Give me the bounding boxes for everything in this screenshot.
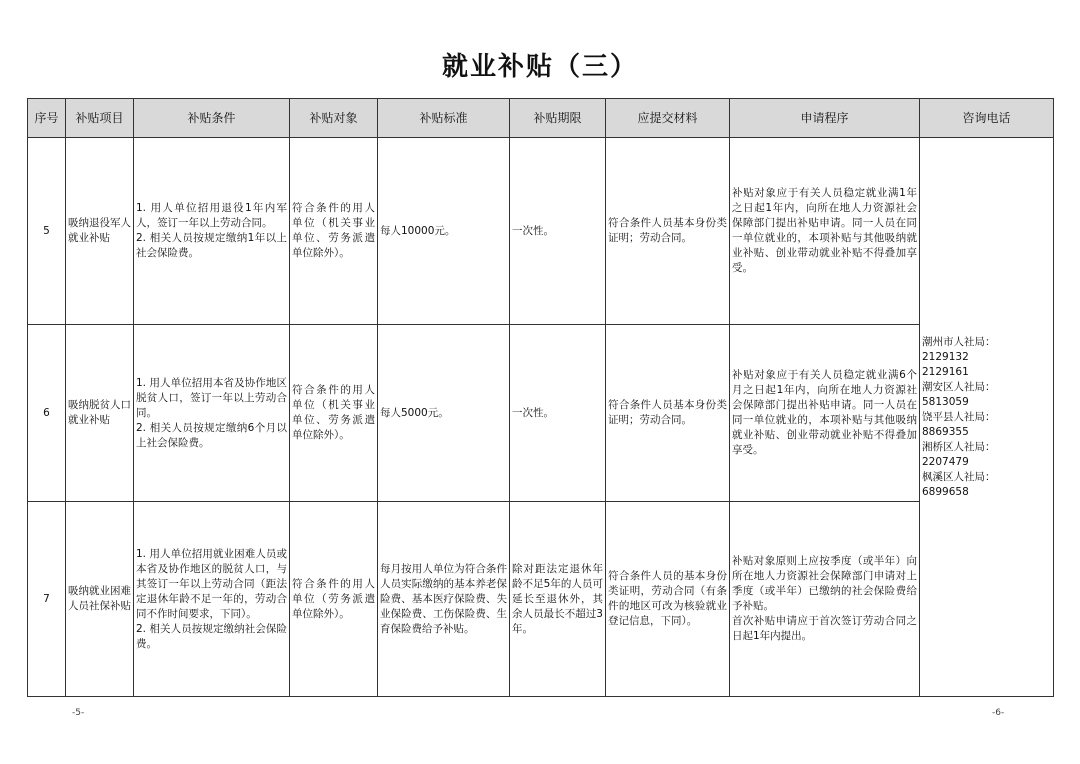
condition-line: 1. 用人单位招用本省及协作地区脱贫人口，签订一年以上劳动合同。 bbox=[136, 376, 287, 419]
procedure-line: 补贴对象原则上应按季度（或半年）向所在地人力资源社会保障部门申请对上季度（或半年）已缴纳的社会保险费给予补贴。 bbox=[732, 555, 917, 612]
table-row bbox=[28, 325, 1054, 502]
contact-line: 潮州市人社局： bbox=[922, 335, 996, 348]
row-item: 吸纳退役军人就业补贴 bbox=[66, 138, 134, 325]
condition-line: 2. 相关人员按规定缴纳社会保险费。 bbox=[136, 622, 287, 650]
row-standard: 每人10000元。 bbox=[378, 138, 510, 325]
header-materials: 应提交材料 bbox=[606, 99, 730, 138]
header-no: 序号 bbox=[28, 99, 66, 138]
table-header-row bbox=[28, 99, 1054, 138]
condition-line: 1. 用人单位招用就业困难人员或本省及协作地区的脱贫人口，与其签订一年以上劳动合同（距法定退休年龄不足一年的，劳动合同不作时间要求，下同）。 bbox=[136, 547, 287, 620]
condition-line: 2. 相关人员按规定缴纳1年以上社会保险费。 bbox=[136, 232, 287, 259]
contact-line: 8869355 bbox=[922, 425, 969, 438]
contact-line: 2129132 bbox=[922, 350, 969, 363]
procedure-line: 首次补贴申请应于首次签订劳动合同之日起1年内提出。 bbox=[732, 615, 917, 642]
row-period: 一次性。 bbox=[510, 138, 606, 325]
contact-line: 湘桥区人社局： bbox=[922, 440, 996, 453]
condition-line: 1. 用人单位招用退役1年内军人，签订一年以上劳动合同。 bbox=[136, 202, 287, 229]
header-procedure: 申请程序 bbox=[730, 99, 920, 138]
subsidy-table bbox=[27, 98, 1054, 697]
contact-line: 5813059 bbox=[922, 395, 969, 408]
header-conditions: 补贴条件 bbox=[134, 99, 290, 138]
header-item: 补贴项目 bbox=[66, 99, 134, 138]
row-target: 符合条件的用人单位（劳务派遣单位除外）。 bbox=[290, 502, 378, 697]
contact-phones bbox=[920, 138, 1054, 697]
contact-line: 6899658 bbox=[922, 485, 969, 498]
row-procedure bbox=[730, 502, 920, 697]
contact-line: 2207479 bbox=[922, 455, 969, 468]
row-materials: 符合条件人员基本身份类证明；劳动合同。 bbox=[606, 138, 730, 325]
contact-line: 枫溪区人社局： bbox=[922, 470, 996, 483]
row-standard: 每月按用人单位为符合条件人员实际缴纳的基本养老保险费、基本医疗保险费、失业保险费、工伤保险费、生育保险费给予补贴。 bbox=[378, 502, 510, 697]
row-conditions bbox=[134, 138, 290, 325]
page-number-right: -6- bbox=[992, 708, 1005, 718]
contact-line: 潮安区人社局： bbox=[922, 380, 996, 393]
row-no: 7 bbox=[28, 502, 66, 697]
row-conditions bbox=[134, 502, 290, 697]
row-item: 吸纳脱贫人口就业补贴 bbox=[66, 325, 134, 502]
row-materials: 符合条件人员基本身份类证明；劳动合同。 bbox=[606, 325, 730, 502]
row-no: 6 bbox=[28, 325, 66, 502]
header-phone: 咨询电话 bbox=[920, 99, 1054, 138]
header-standard: 补贴标准 bbox=[378, 99, 510, 138]
row-target: 符合条件的用人单位（机关事业单位、劳务派遣单位除外）。 bbox=[290, 325, 378, 502]
header-target: 补贴对象 bbox=[290, 99, 378, 138]
contact-line: 饶平县人社局： bbox=[922, 410, 996, 423]
row-conditions bbox=[134, 325, 290, 502]
row-period: 除对距法定退休年龄不足5年的人员可延长至退休外，其余人员最长不超过3年。 bbox=[510, 502, 606, 697]
row-item: 吸纳就业困难人员社保补贴 bbox=[66, 502, 134, 697]
condition-line: 2. 相关人员按规定缴纳6个月以上社会保险费。 bbox=[136, 421, 287, 449]
contact-line: 2129161 bbox=[922, 365, 969, 378]
page-title: 就业补贴（三） bbox=[441, 52, 638, 82]
row-target: 符合条件的用人单位（机关事业单位、劳务派遣单位除外）。 bbox=[290, 138, 378, 325]
row-materials: 符合条件人员的基本身份类证明，劳动合同（有条件的地区可改为核验就业登记信息，下同）。 bbox=[606, 502, 730, 697]
row-procedure: 补贴对象应于有关人员稳定就业满6个月之日起1年内，向所在地人力资源社会保障部门提出补贴申请。同一人员在同一单位就业的，本项补贴与其他吸纳就业补贴、创业带动就业补贴不得叠加享受。 bbox=[730, 325, 920, 502]
row-period: 一次性。 bbox=[510, 325, 606, 502]
row-no: 5 bbox=[28, 138, 66, 325]
table-row bbox=[28, 138, 1054, 325]
header-period: 补贴期限 bbox=[510, 99, 606, 138]
page-number-left: -5- bbox=[72, 708, 85, 718]
table-row bbox=[28, 502, 1054, 697]
row-standard: 每人5000元。 bbox=[378, 325, 510, 502]
row-procedure: 补贴对象应于有关人员稳定就业满1年之日起1年内，向所在地人力资源社会保障部门提出补贴申请。同一人员在同一单位就业的，本项补贴与其他吸纳就业补贴、创业带动就业补贴不得叠加享受。 bbox=[730, 138, 920, 325]
